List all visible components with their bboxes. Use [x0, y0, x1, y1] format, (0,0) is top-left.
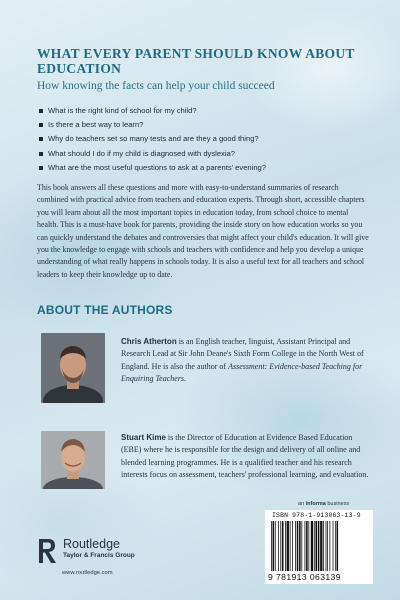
- question-text: What should I do if my child is diagnosed with dyslexia?: [48, 148, 235, 158]
- author-bio-text: is an English teacher, linguist, Assistant Principal and Research Lead at Sir John Deane's Sixth Form College in the North West of England. He is also the author of: [121, 337, 364, 371]
- list-item: [39, 161, 369, 175]
- question-text: What is the right kind of school for my child?: [48, 106, 197, 115]
- about-authors-heading: ABOUT THE AUTHORS: [37, 303, 173, 317]
- barcode-icon: [270, 521, 370, 571]
- list-item: [39, 104, 369, 118]
- informa-business-label: an informa business: [298, 501, 350, 507]
- author-photo-stuart-kime: [41, 431, 105, 489]
- author-bio-chris-atherton: [121, 336, 373, 385]
- question-list: [39, 104, 369, 175]
- question-text: Why do teachers set so many tests and are they a good thing?: [48, 134, 259, 144]
- bullet-icon: [39, 123, 43, 127]
- author-book-title: Assessment: Evidence-based Teaching for Enquiring Teachers: [121, 361, 363, 383]
- bullet-icon: [39, 152, 43, 156]
- list-item: [39, 132, 369, 146]
- author-photo-chris-atherton: [41, 333, 105, 403]
- bullet-icon: [39, 166, 43, 170]
- author-name: Stuart Kime: [121, 433, 166, 442]
- headline: WHAT EVERY PARENT SHOULD KNOW ABOUT EDUCATION: [37, 46, 355, 76]
- bullet-icon: [39, 137, 43, 141]
- book-description: This book answers all these questions and more with easy-to-understand summaries of research combined with practical advice from teachers and education experts. Through short, accessible chapters you will learn about all the most important topics in education today, from school choice to mental health. This is a must-have book for parents, providing the inside story on how education works so you can quickly understand the debates and controversies that might affect your child's education. It will give you the knowledge to engage with schools and teachers with confidence and help you develop a unique understanding of what really happens in schools today. It is also a useful text for all teachers and school leaders to keep their knowledge up to date.: [37, 183, 369, 279]
- bullet-icon: [39, 109, 43, 113]
- subtitle: How knowing the facts can help your child succeed: [37, 80, 275, 92]
- routledge-logo: [38, 538, 135, 564]
- author-name: Chris Atherton: [121, 337, 177, 346]
- person-portrait-icon: [41, 431, 105, 489]
- ean-digits: 9 781913 063139: [268, 572, 341, 582]
- publisher-group: Taylor & Francis Group: [63, 552, 135, 559]
- author-bio-text: is the Director of Education at Evidence Based Education (EBE) where he is responsible for the design and delivery of all online and blended learning programmes. He is a qualified teacher and his research interests focus on assessment, teachers' professional learning, and evaluation.: [121, 433, 369, 479]
- person-portrait-icon: [41, 333, 105, 403]
- list-item: [39, 147, 369, 161]
- question-text: What are the most useful questions to ask at a parents' evening?: [48, 162, 266, 172]
- question-text: Is there a best way to learn?: [48, 120, 144, 130]
- routledge-r-icon: [38, 538, 58, 564]
- publisher-website: www.routledge.com: [62, 570, 113, 576]
- informa-brand: informa: [305, 501, 326, 507]
- author-bio-end: .: [184, 373, 187, 383]
- isbn-text: ISBN 978-1-913063-13-9: [272, 512, 361, 519]
- author-bio-stuart-kime: [121, 432, 373, 481]
- publisher-name: Routledge: [63, 537, 120, 551]
- list-item: [39, 118, 369, 132]
